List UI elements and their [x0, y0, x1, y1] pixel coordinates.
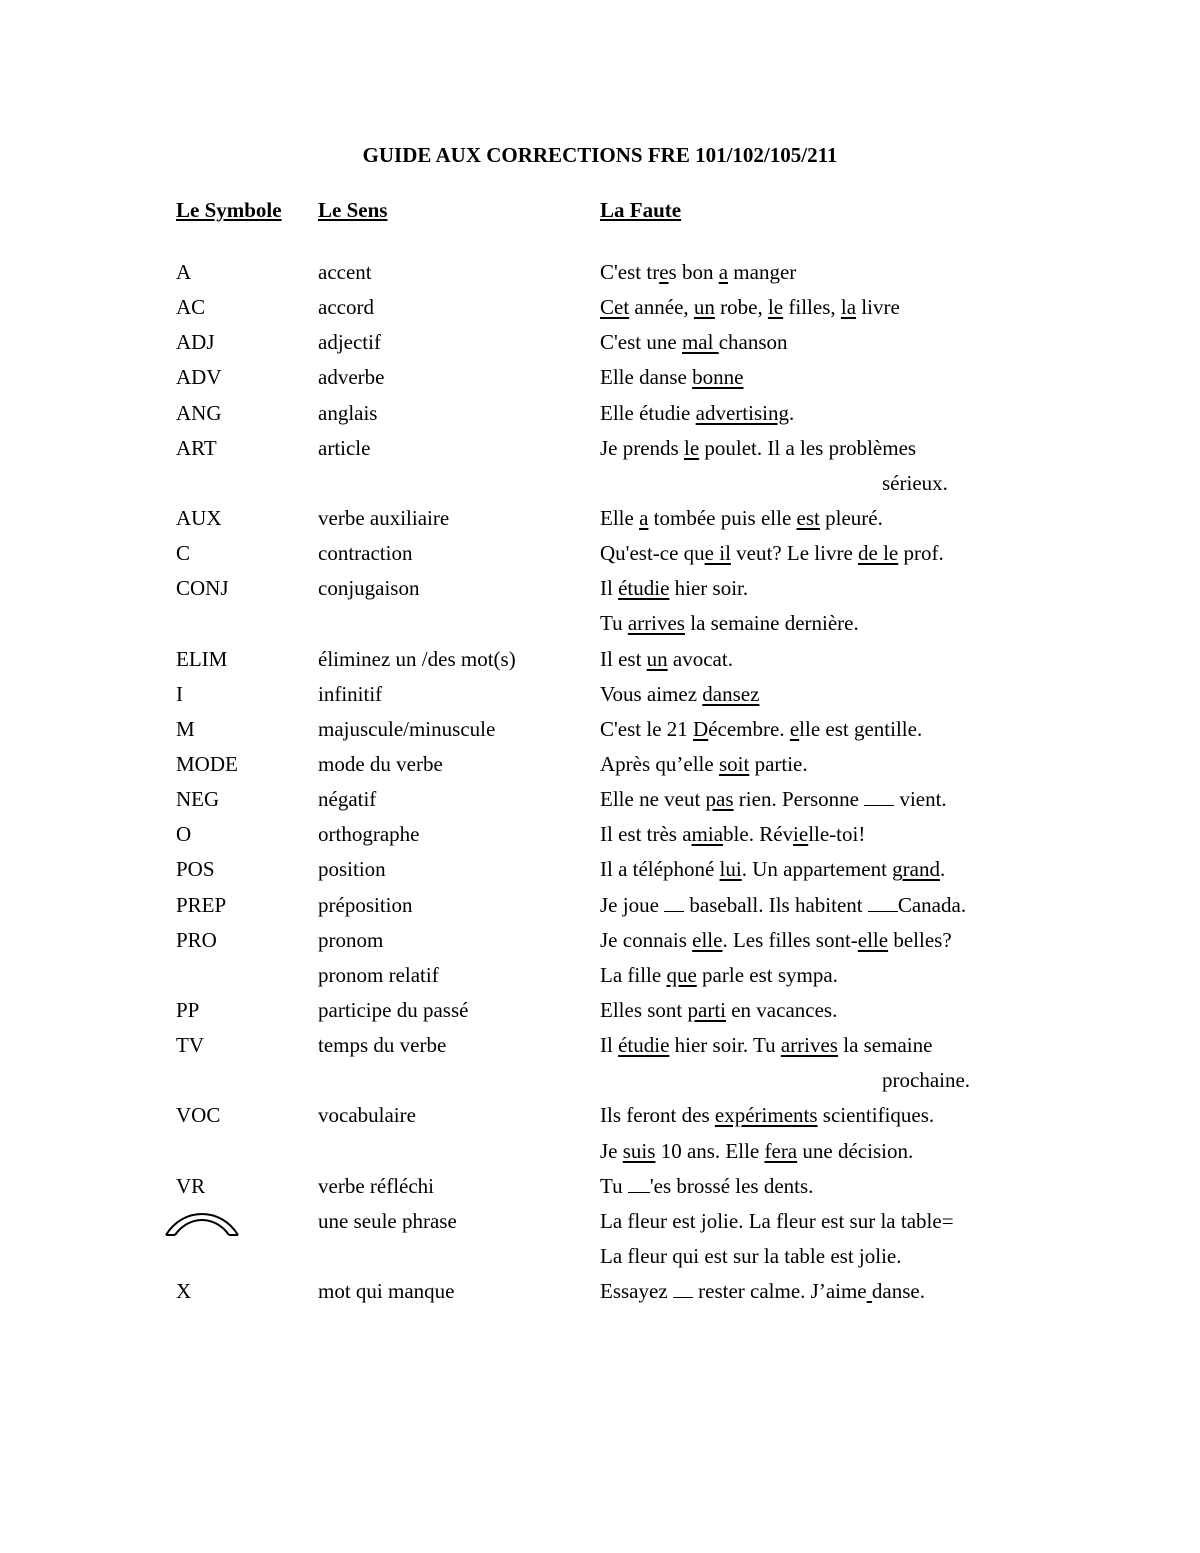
meaning-cell: verbe réfléchi — [318, 1173, 435, 1198]
underlined-error: soit — [718, 751, 750, 776]
example-text: hier soir. Tu — [669, 1033, 781, 1058]
underlined-error: lui — [719, 857, 742, 882]
example-text: la semaine — [837, 1033, 933, 1058]
table-row — [0, 1275, 1200, 1310]
symbol-cell: NEG — [176, 787, 220, 812]
example-text: Qu'est-ce qu — [600, 541, 705, 566]
underlined-error: parti — [687, 997, 726, 1022]
symbol-cell: TV — [176, 1033, 204, 1058]
meaning-cell: participe du passé — [318, 997, 469, 1022]
underlined-error: mia — [691, 822, 724, 847]
example-cell — [600, 643, 733, 675]
meaning-cell: accord — [318, 295, 374, 320]
table-row — [0, 783, 1200, 818]
underlined-error: arrives — [780, 1033, 838, 1058]
header-symbole: Le Symbole — [176, 198, 282, 222]
blank-line — [628, 1174, 650, 1193]
symbol-cell: ADV — [176, 365, 222, 390]
example-text: année, — [629, 295, 694, 320]
example-text: robe, — [714, 295, 768, 320]
table-row — [0, 537, 1200, 572]
example-text: Je prends — [600, 435, 684, 460]
example-text: écembre. — [708, 716, 790, 741]
example-text: en vacances. — [725, 997, 838, 1022]
example-text: Tu — [600, 611, 628, 636]
example-text: tombée puis elle — [648, 505, 797, 530]
underlined-error: un — [646, 646, 668, 671]
meaning-cell: vocabulaire — [318, 1103, 416, 1128]
example-cell — [600, 959, 838, 991]
example-text: veut? Le livre — [730, 541, 859, 566]
symbol-cell: O — [176, 822, 192, 847]
example-cell — [600, 607, 859, 639]
underlined-error: suis — [622, 1138, 656, 1163]
symbol-cell: ELIM — [176, 646, 228, 671]
table-row — [0, 1029, 1200, 1064]
example-cell — [600, 1205, 954, 1237]
example-cell — [600, 713, 922, 745]
example-cell — [882, 467, 948, 499]
meaning-cell: anglais — [318, 400, 378, 425]
example-text: parle est sympa. — [696, 962, 838, 987]
example-text: livre — [856, 295, 900, 320]
meaning-cell: article — [318, 435, 371, 460]
example-text: prof. — [898, 541, 944, 566]
underlined-error: e — [789, 716, 800, 741]
example-text: Après qu’elle — [600, 751, 719, 776]
symbol-cell: C — [176, 541, 191, 566]
join-arc-icon — [163, 1209, 241, 1239]
example-text: baseball. Ils habitent — [684, 892, 868, 917]
meaning-cell: verbe auxiliaire — [318, 505, 450, 530]
example-cell — [600, 1240, 902, 1272]
table-row — [0, 467, 1200, 502]
example-text: hier soir. — [669, 576, 749, 601]
underlined-error: e — [659, 260, 669, 284]
meaning-cell: contraction — [318, 541, 413, 566]
meaning-cell: adjectif — [318, 330, 381, 355]
example-text: sérieux. — [882, 470, 948, 495]
table-row — [0, 643, 1200, 678]
example-cell — [600, 361, 743, 393]
example-text: Elle ne veut — [600, 787, 706, 812]
example-cell — [600, 432, 916, 464]
example-text: s bon — [668, 260, 719, 284]
underlined-error: grand — [892, 857, 940, 882]
example-cell — [600, 1275, 925, 1307]
meaning-cell: adverbe — [318, 365, 385, 390]
underlined-error: bonne — [692, 365, 744, 390]
example-text: Il — [600, 576, 619, 601]
corrections-table — [0, 256, 1200, 1310]
underlined-error: fera — [764, 1138, 798, 1163]
underlined-error: arrives — [627, 611, 685, 636]
table-row — [0, 678, 1200, 713]
meaning-cell: mot qui manque — [318, 1279, 455, 1304]
underlined-error: expériments — [714, 1103, 818, 1128]
example-cell — [600, 994, 837, 1026]
symbol-cell: ANG — [176, 400, 222, 425]
example-text: La fleur qui est sur la table est jolie. — [600, 1243, 902, 1268]
meaning-cell: orthographe — [318, 822, 420, 847]
example-text: La fleur est jolie. La fleur est sur la table= — [600, 1208, 954, 1233]
underlined-error: la — [840, 295, 857, 320]
underlined-error: Cet — [600, 295, 630, 320]
example-text: danse. — [871, 1279, 925, 1304]
example-text: Vous aimez — [600, 681, 703, 706]
table-row — [0, 432, 1200, 467]
example-text: Elle — [600, 505, 640, 530]
meaning-cell: majuscule/minuscule — [318, 716, 496, 741]
underlined-error: mal — [681, 330, 719, 355]
example-text: rien. Personne — [733, 787, 865, 812]
underlined-error: que — [666, 962, 697, 987]
underlined-error: ie — [793, 822, 809, 847]
example-text: Je connais — [600, 927, 693, 952]
table-row — [0, 397, 1200, 432]
example-text: Il — [600, 1033, 619, 1058]
example-text: Essayez — [600, 1279, 673, 1304]
symbol-cell: AUX — [176, 505, 222, 530]
example-cell — [600, 572, 748, 604]
symbol-cell: PREP — [176, 892, 227, 917]
example-cell — [600, 1099, 934, 1131]
page-title: GUIDE AUX CORRECTIONS FRE 101/102/105/211 — [362, 143, 838, 167]
example-text: Elles sont — [600, 997, 688, 1022]
example-cell — [882, 1064, 970, 1096]
example-cell — [600, 1029, 932, 1061]
blank-line — [664, 893, 684, 912]
table-header — [0, 197, 1200, 225]
underlined-error: dansez — [702, 681, 760, 706]
symbol-cell: X — [176, 1279, 192, 1304]
meaning-cell: infinitif — [318, 681, 383, 706]
example-text: Elle danse — [600, 365, 693, 390]
example-text: . Un appartement — [741, 857, 893, 882]
example-cell — [600, 1170, 813, 1202]
example-cell — [600, 678, 759, 710]
table-row — [0, 361, 1200, 396]
header-sens: Le Sens — [318, 198, 388, 222]
table-row — [0, 502, 1200, 537]
underlined-error: elle — [692, 927, 723, 952]
example-text: C'est tr — [600, 260, 660, 284]
table-row — [0, 326, 1200, 361]
example-cell — [600, 1135, 913, 1167]
blank-line — [868, 893, 898, 912]
example-text: C'est une — [600, 330, 682, 355]
symbol-cell: VOC — [176, 1103, 221, 1128]
symbol-cell: VR — [176, 1173, 206, 1198]
table-row — [0, 1170, 1200, 1205]
underlined-error: étudie — [618, 1033, 670, 1058]
table-row — [0, 607, 1200, 642]
meaning-cell: négatif — [318, 787, 377, 812]
example-cell — [600, 818, 865, 850]
table-row — [0, 572, 1200, 607]
example-text: poulet. Il a les problèmes — [699, 435, 917, 460]
meaning-cell: mode du verbe — [318, 751, 443, 776]
table-row — [0, 959, 1200, 994]
blank-line — [864, 787, 894, 806]
example-text: Canada. — [897, 892, 967, 917]
example-text: Ils feront des — [600, 1103, 715, 1128]
symbol-cell: ART — [176, 435, 217, 460]
symbol-cell: AC — [176, 295, 206, 320]
example-text: lle est gentille. — [799, 716, 923, 741]
symbol-cell: MODE — [176, 751, 238, 776]
example-text: . — [939, 857, 946, 882]
example-cell — [600, 502, 883, 534]
example-text: partie. — [749, 751, 808, 776]
underlined-error: a — [639, 505, 649, 530]
example-text: Je joue — [600, 892, 665, 917]
symbol-cell: CONJ — [176, 576, 229, 601]
table-row — [0, 924, 1200, 959]
example-text: belles? — [888, 927, 952, 952]
header-faute: La Faute — [600, 198, 682, 222]
meaning-cell: éliminez un /des mot(s) — [318, 646, 516, 671]
example-cell — [600, 291, 900, 323]
example-text: vient. — [894, 787, 947, 812]
table-row — [0, 748, 1200, 783]
example-text: scientifiques. — [817, 1103, 935, 1128]
example-text: rester calme. J’aime — [692, 1279, 867, 1304]
table-row — [0, 713, 1200, 748]
example-cell — [600, 397, 794, 429]
symbol-cell: POS — [176, 857, 215, 882]
table-row — [0, 1135, 1200, 1170]
example-cell — [600, 783, 947, 815]
meaning-cell: pronom relatif — [318, 962, 439, 987]
example-cell — [600, 537, 944, 569]
example-text: Je — [600, 1138, 623, 1163]
example-text: pleuré. — [819, 505, 883, 530]
table-row — [0, 1205, 1200, 1240]
example-cell — [600, 853, 945, 885]
table-row — [0, 853, 1200, 888]
meaning-cell: une seule phrase — [318, 1208, 457, 1233]
table-row — [0, 1240, 1200, 1275]
meaning-cell: position — [318, 857, 386, 882]
example-cell — [600, 924, 952, 956]
underlined-error: est — [796, 505, 820, 530]
symbol-cell: I — [176, 681, 183, 706]
example-text: 'es brossé les dents. — [649, 1173, 814, 1198]
example-text: la semaine dernière. — [684, 611, 859, 636]
example-text: La fille — [600, 962, 667, 987]
table-row — [0, 994, 1200, 1029]
underlined-error: un — [693, 295, 715, 320]
symbol-cell: A — [176, 260, 192, 284]
blank-line — [673, 1279, 693, 1298]
example-text: Elle étudie — [600, 400, 696, 425]
example-text: filles, — [783, 295, 841, 320]
symbol-cell: M — [176, 716, 195, 741]
example-text: manger — [728, 260, 797, 284]
example-text: Il est — [600, 646, 647, 671]
underlined-error: e il — [704, 541, 731, 566]
example-text: une décision. — [797, 1138, 914, 1163]
table-row — [0, 1099, 1200, 1134]
meaning-cell: préposition — [318, 892, 413, 917]
example-text: Il est très a — [600, 822, 692, 847]
example-text: 10 ans. Elle — [655, 1138, 765, 1163]
symbol-cell: PRO — [176, 927, 217, 952]
underlined-error: de le — [858, 541, 899, 566]
underlined-error: pas — [705, 787, 734, 812]
example-text: ble. Rév — [723, 822, 794, 847]
table-row — [0, 1064, 1200, 1099]
example-text: avocat. — [667, 646, 733, 671]
table-row — [0, 889, 1200, 924]
underlined-error: le — [683, 435, 700, 460]
underlined-error: elle — [857, 927, 889, 952]
meaning-cell: accent — [318, 260, 372, 284]
example-text: Tu — [600, 1173, 628, 1198]
example-text: . Les filles sont- — [722, 927, 858, 952]
table-row — [0, 291, 1200, 326]
underlined-error: advertising — [695, 400, 789, 425]
example-cell — [600, 748, 808, 780]
example-cell — [600, 889, 966, 921]
example-text: Il a téléphoné — [600, 857, 720, 882]
example-text: chanson — [718, 330, 788, 355]
example-cell — [600, 326, 788, 358]
meaning-cell: conjugaison — [318, 576, 420, 601]
underlined-error: D — [693, 716, 709, 741]
meaning-cell: pronom — [318, 927, 384, 952]
example-text: prochaine. — [882, 1068, 971, 1093]
table-row — [0, 256, 1200, 291]
example-cell — [600, 256, 796, 288]
symbol-cell: PP — [176, 997, 200, 1022]
example-text: . — [788, 400, 795, 425]
underlined-error: a — [718, 260, 729, 284]
example-text: C'est le 21 — [600, 716, 694, 741]
meaning-cell: temps du verbe — [318, 1033, 447, 1058]
symbol-cell: ADJ — [176, 330, 215, 355]
underlined-error: étudie — [618, 576, 670, 601]
underlined-error: le — [767, 295, 784, 320]
table-row — [0, 818, 1200, 853]
example-text: lle-toi! — [808, 822, 866, 847]
